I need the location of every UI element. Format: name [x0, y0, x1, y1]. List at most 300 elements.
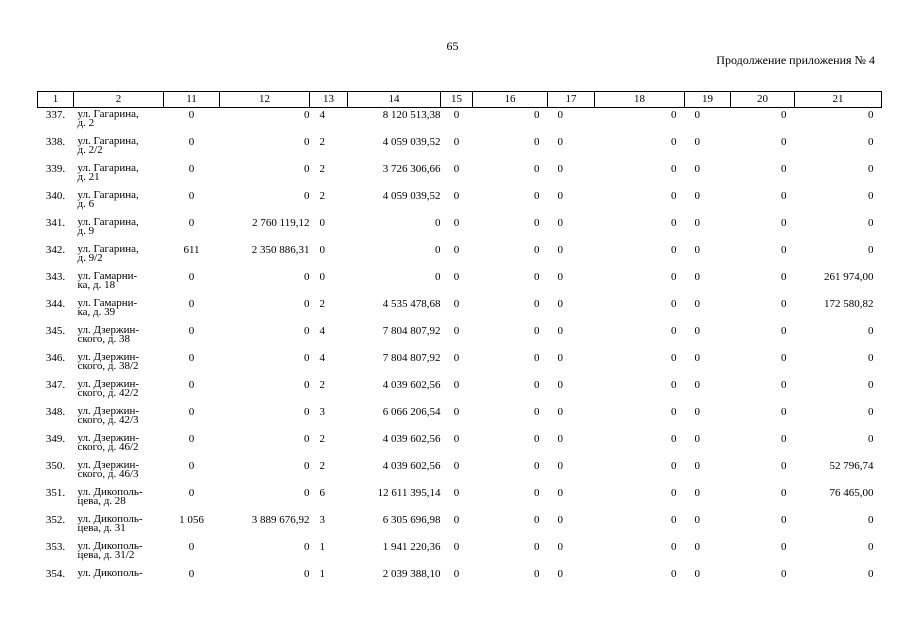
cell-col-13 [310, 216, 348, 243]
cell-col-17 [548, 567, 595, 594]
cell-col-12 [220, 513, 310, 540]
cell-col-18 [595, 297, 685, 324]
cell-row-number [38, 243, 74, 270]
col-18-value: 0 [671, 379, 677, 391]
address-value: ул. Дзержин- ского, д. 46/3 [77, 459, 140, 480]
cell-col-17 [548, 297, 595, 324]
cell-address [74, 459, 164, 486]
cell-row-number [38, 351, 74, 378]
cell-col-11 [164, 486, 220, 513]
cell-col-20 [731, 432, 795, 459]
col-14-value: 4 039 602,56 [382, 460, 441, 472]
cell-col-17 [548, 540, 595, 567]
col-14-value: 4 059 039,52 [382, 190, 441, 202]
cell-col-20 [731, 405, 795, 432]
cell-col-16 [473, 405, 548, 432]
col-18-value: 0 [671, 109, 677, 121]
cell-col-17 [548, 216, 595, 243]
col-19-value: 0 [694, 379, 700, 391]
cell-col-15 [441, 513, 473, 540]
address-value: ул. Дзержин- ского, д. 46/2 [77, 432, 140, 453]
col-18-value: 0 [671, 406, 677, 418]
col-21-value: 0 [868, 163, 874, 175]
cell-col-18 [595, 378, 685, 405]
col-16-value: 0 [534, 379, 540, 391]
cell-address [74, 243, 164, 270]
cell-col-11 [164, 189, 220, 216]
cell-col-21 [795, 459, 882, 486]
cell-col-12 [220, 540, 310, 567]
col-21-value: 76 465,00 [829, 487, 874, 499]
cell-col-15 [441, 486, 473, 513]
cell-col-11 [164, 162, 220, 189]
col-15-value: 0 [453, 352, 460, 364]
column-header: 15 [441, 92, 473, 108]
cell-col-11 [164, 405, 220, 432]
col-11-value: 0 [188, 379, 195, 391]
col-12-value: 0 [304, 271, 310, 283]
cell-col-19 [685, 432, 731, 459]
col-12-value: 0 [304, 487, 310, 499]
cell-col-11 [164, 270, 220, 297]
col-21-value: 0 [868, 109, 874, 121]
cell-col-16 [473, 567, 548, 594]
table-row [38, 459, 882, 486]
cell-col-12 [220, 270, 310, 297]
col-20-value: 0 [781, 325, 787, 337]
col-19-value: 0 [694, 406, 700, 418]
col-12-value: 0 [304, 541, 310, 553]
col-17-value: 0 [557, 433, 563, 445]
col-20-value: 0 [781, 244, 787, 256]
cell-col-11 [164, 135, 220, 162]
col-17-value: 0 [557, 217, 563, 229]
cell-col-14 [348, 324, 441, 351]
cell-col-15 [441, 108, 473, 136]
cell-col-20 [731, 324, 795, 351]
cell-col-11 [164, 378, 220, 405]
col-11-value: 0 [188, 352, 195, 364]
col-21-value: 261 974,00 [824, 271, 874, 283]
col-13-value: 0 [319, 217, 325, 229]
col-16-value: 0 [534, 352, 540, 364]
cell-col-12 [220, 108, 310, 136]
cell-col-16 [473, 108, 548, 136]
cell-address [74, 162, 164, 189]
cell-col-15 [441, 432, 473, 459]
col-20-value: 0 [781, 109, 787, 121]
address-value: ул. Дикополь- цева, д. 31/2 [77, 540, 143, 561]
cell-col-16 [473, 324, 548, 351]
cell-col-17 [548, 270, 595, 297]
row-number-value: 339. [45, 163, 66, 175]
col-11-value: 0 [188, 163, 195, 175]
cell-col-16 [473, 162, 548, 189]
column-header: 18 [595, 92, 685, 108]
col-14-value: 4 059 039,52 [382, 136, 441, 148]
col-19-value: 0 [694, 136, 700, 148]
cell-col-11 [164, 432, 220, 459]
table-row [38, 243, 882, 270]
cell-col-15 [441, 540, 473, 567]
col-12-value: 0 [304, 190, 310, 202]
cell-row-number [38, 486, 74, 513]
cell-col-11 [164, 351, 220, 378]
cell-col-15 [441, 189, 473, 216]
cell-col-19 [685, 189, 731, 216]
table-header-row [38, 92, 882, 108]
col-17-value: 0 [557, 244, 563, 256]
col-14-value: 0 [435, 244, 441, 256]
cell-col-11 [164, 459, 220, 486]
cell-address [74, 135, 164, 162]
row-number-value: 338. [45, 136, 66, 148]
cell-col-21 [795, 216, 882, 243]
col-14-value: 4 039 602,56 [382, 433, 441, 445]
col-12-value: 0 [304, 298, 310, 310]
cell-col-20 [731, 297, 795, 324]
row-number-value: 353. [45, 541, 66, 553]
col-11-value: 0 [188, 298, 195, 310]
cell-col-19 [685, 405, 731, 432]
cell-col-12 [220, 486, 310, 513]
cell-col-17 [548, 324, 595, 351]
col-17-value: 0 [557, 352, 563, 364]
cell-col-17 [548, 432, 595, 459]
cell-col-21 [795, 324, 882, 351]
cell-col-12 [220, 351, 310, 378]
cell-col-16 [473, 351, 548, 378]
col-20-value: 0 [781, 190, 787, 202]
col-13-value: 1 [319, 568, 325, 580]
cell-col-21 [795, 513, 882, 540]
address-value: ул. Гагарина, д. 6 [77, 189, 139, 210]
cell-col-19 [685, 459, 731, 486]
table-row [38, 540, 882, 567]
cell-col-16 [473, 297, 548, 324]
col-16-value: 0 [534, 568, 540, 580]
cell-col-19 [685, 567, 731, 594]
col-17-value: 0 [557, 379, 563, 391]
cell-col-16 [473, 459, 548, 486]
col-21-value: 0 [868, 244, 874, 256]
cell-col-15 [441, 216, 473, 243]
col-17-value: 0 [557, 460, 563, 472]
cell-col-14 [348, 486, 441, 513]
cell-col-15 [441, 567, 473, 594]
cell-col-18 [595, 324, 685, 351]
cell-col-19 [685, 513, 731, 540]
table-row [38, 297, 882, 324]
col-17-value: 0 [557, 163, 563, 175]
cell-col-18 [595, 432, 685, 459]
cell-col-18 [595, 405, 685, 432]
cell-col-17 [548, 459, 595, 486]
cell-col-19 [685, 216, 731, 243]
cell-col-11 [164, 324, 220, 351]
col-19-value: 0 [694, 217, 700, 229]
col-18-value: 0 [671, 271, 677, 283]
cell-col-13 [310, 162, 348, 189]
col-15-value: 0 [453, 244, 460, 256]
col-13-value: 2 [319, 136, 325, 148]
col-21-value: 0 [868, 568, 874, 580]
cell-row-number [38, 540, 74, 567]
col-19-value: 0 [694, 244, 700, 256]
col-20-value: 0 [781, 136, 787, 148]
col-20-value: 0 [781, 271, 787, 283]
col-13-value: 3 [319, 514, 325, 526]
cell-col-21 [795, 486, 882, 513]
col-17-value: 0 [557, 406, 563, 418]
col-13-value: 0 [319, 271, 325, 283]
cell-address [74, 297, 164, 324]
appendix-continuation-title: Продолжение приложения № 4 [716, 53, 875, 67]
row-number-value: 345. [45, 325, 66, 337]
col-13-value: 1 [319, 541, 325, 553]
row-number-value: 351. [45, 487, 66, 499]
cell-col-18 [595, 189, 685, 216]
page-number: 65 [446, 39, 459, 53]
cell-col-18 [595, 108, 685, 136]
cell-col-17 [548, 351, 595, 378]
cell-col-13 [310, 540, 348, 567]
col-18-value: 0 [671, 190, 677, 202]
col-17-value: 0 [557, 487, 563, 499]
cell-address [74, 108, 164, 136]
col-13-value: 6 [319, 487, 325, 499]
cell-col-13 [310, 135, 348, 162]
col-20-value: 0 [781, 568, 787, 580]
table-row [38, 189, 882, 216]
col-19-value: 0 [694, 325, 700, 337]
col-14-value: 2 039 388,10 [382, 568, 441, 580]
col-20-value: 0 [781, 460, 787, 472]
cell-col-16 [473, 513, 548, 540]
cell-col-21 [795, 243, 882, 270]
cell-col-16 [473, 540, 548, 567]
cell-col-18 [595, 162, 685, 189]
col-15-value: 0 [453, 298, 460, 310]
col-18-value: 0 [671, 352, 677, 364]
cell-col-14 [348, 108, 441, 136]
cell-col-17 [548, 243, 595, 270]
cell-row-number [38, 324, 74, 351]
col-19-value: 0 [694, 514, 700, 526]
col-15-value: 0 [453, 487, 460, 499]
col-18-value: 0 [671, 433, 677, 445]
cell-col-13 [310, 459, 348, 486]
col-14-value: 1 941 220,36 [382, 541, 441, 553]
col-15-value: 0 [453, 163, 460, 175]
table-row [38, 216, 882, 243]
col-18-value: 0 [671, 541, 677, 553]
cell-address [74, 540, 164, 567]
col-13-value: 2 [319, 460, 325, 472]
table-body [38, 108, 882, 595]
cell-col-18 [595, 135, 685, 162]
cell-col-12 [220, 405, 310, 432]
cell-col-11 [164, 540, 220, 567]
cell-col-20 [731, 135, 795, 162]
col-15-value: 0 [453, 433, 460, 445]
col-11-value: 0 [188, 541, 195, 553]
col-14-value: 3 726 306,66 [382, 163, 441, 175]
cell-col-17 [548, 162, 595, 189]
address-value: ул. Гамарни- ка, д. 39 [77, 297, 138, 318]
cell-row-number [38, 135, 74, 162]
cell-col-21 [795, 351, 882, 378]
column-header: 20 [731, 92, 795, 108]
address-value: ул. Дикополь- цева, д. 28 [77, 486, 143, 507]
cell-col-21 [795, 162, 882, 189]
row-number-value: 344. [45, 298, 66, 310]
col-11-value: 611 [183, 244, 200, 256]
col-21-value: 52 796,74 [829, 460, 874, 472]
col-16-value: 0 [534, 163, 540, 175]
col-16-value: 0 [534, 136, 540, 148]
address-value: ул. Дзержин- ского, д. 42/3 [77, 405, 140, 426]
cell-col-14 [348, 513, 441, 540]
row-number-value: 352. [45, 514, 66, 526]
cell-address [74, 270, 164, 297]
cell-address [74, 189, 164, 216]
col-13-value: 4 [319, 325, 325, 337]
col-21-value: 0 [868, 406, 874, 418]
cell-col-11 [164, 297, 220, 324]
cell-col-15 [441, 459, 473, 486]
cell-col-15 [441, 297, 473, 324]
cell-col-14 [348, 432, 441, 459]
cell-col-14 [348, 540, 441, 567]
row-number-value: 343. [45, 271, 66, 283]
col-13-value: 2 [319, 379, 325, 391]
table-row [38, 405, 882, 432]
cell-col-11 [164, 243, 220, 270]
cell-col-13 [310, 513, 348, 540]
cell-address [74, 378, 164, 405]
cell-row-number [38, 162, 74, 189]
cell-col-18 [595, 270, 685, 297]
col-18-value: 0 [671, 136, 677, 148]
col-17-value: 0 [557, 298, 563, 310]
address-value: ул. Гагарина, д. 2 [77, 108, 139, 129]
col-17-value: 0 [557, 541, 563, 553]
col-15-value: 0 [453, 325, 460, 337]
cell-col-20 [731, 459, 795, 486]
cell-col-18 [595, 351, 685, 378]
col-15-value: 0 [453, 379, 460, 391]
col-11-value: 0 [188, 406, 195, 418]
cell-col-19 [685, 324, 731, 351]
cell-col-14 [348, 270, 441, 297]
address-value: ул. Гагарина, д. 2/2 [77, 135, 139, 156]
cell-col-19 [685, 540, 731, 567]
col-21-value: 0 [868, 352, 874, 364]
cell-col-14 [348, 216, 441, 243]
col-13-value: 2 [319, 163, 325, 175]
col-17-value: 0 [557, 109, 563, 121]
cell-col-17 [548, 189, 595, 216]
col-19-value: 0 [694, 298, 700, 310]
col-15-value: 0 [453, 460, 460, 472]
col-17-value: 0 [557, 271, 563, 283]
col-16-value: 0 [534, 514, 540, 526]
cell-col-21 [795, 567, 882, 594]
col-14-value: 4 039 602,56 [382, 379, 441, 391]
col-15-value: 0 [453, 271, 460, 283]
col-18-value: 0 [671, 568, 677, 580]
col-17-value: 0 [557, 136, 563, 148]
cell-address [74, 513, 164, 540]
row-number-value: 347. [45, 379, 66, 391]
col-14-value: 7 804 807,92 [382, 325, 441, 337]
cell-row-number [38, 270, 74, 297]
cell-col-19 [685, 243, 731, 270]
cell-col-20 [731, 378, 795, 405]
column-header: 2 [74, 92, 164, 108]
cell-col-19 [685, 270, 731, 297]
col-20-value: 0 [781, 217, 787, 229]
col-11-value: 0 [188, 136, 195, 148]
cell-col-14 [348, 189, 441, 216]
cell-col-21 [795, 297, 882, 324]
col-20-value: 0 [781, 433, 787, 445]
col-17-value: 0 [557, 190, 563, 202]
cell-col-21 [795, 432, 882, 459]
cell-row-number [38, 216, 74, 243]
col-16-value: 0 [534, 433, 540, 445]
column-header: 13 [310, 92, 348, 108]
col-14-value: 0 [435, 217, 441, 229]
cell-col-13 [310, 270, 348, 297]
cell-address [74, 351, 164, 378]
column-header: 19 [685, 92, 731, 108]
cell-col-13 [310, 486, 348, 513]
cell-col-12 [220, 243, 310, 270]
cell-col-13 [310, 432, 348, 459]
cell-col-16 [473, 216, 548, 243]
col-18-value: 0 [671, 244, 677, 256]
col-11-value: 1 056 [179, 514, 204, 526]
cell-col-21 [795, 270, 882, 297]
table-row [38, 351, 882, 378]
cell-col-13 [310, 351, 348, 378]
cell-row-number [38, 432, 74, 459]
col-12-value: 2 760 119,12 [252, 217, 310, 229]
col-13-value: 0 [319, 244, 325, 256]
address-value: ул. Дикополь- [77, 567, 143, 579]
table-row [38, 135, 882, 162]
column-header: 1 [38, 92, 74, 108]
data-table [37, 91, 882, 594]
cell-col-18 [595, 567, 685, 594]
col-13-value: 4 [319, 352, 325, 364]
col-15-value: 0 [453, 217, 460, 229]
cell-col-12 [220, 216, 310, 243]
col-13-value: 2 [319, 190, 325, 202]
cell-col-20 [731, 513, 795, 540]
cell-col-20 [731, 540, 795, 567]
cell-col-13 [310, 243, 348, 270]
col-15-value: 0 [453, 541, 460, 553]
cell-col-14 [348, 243, 441, 270]
col-16-value: 0 [534, 325, 540, 337]
row-number-value: 350. [45, 460, 66, 472]
cell-col-14 [348, 135, 441, 162]
cell-col-14 [348, 459, 441, 486]
cell-col-20 [731, 270, 795, 297]
